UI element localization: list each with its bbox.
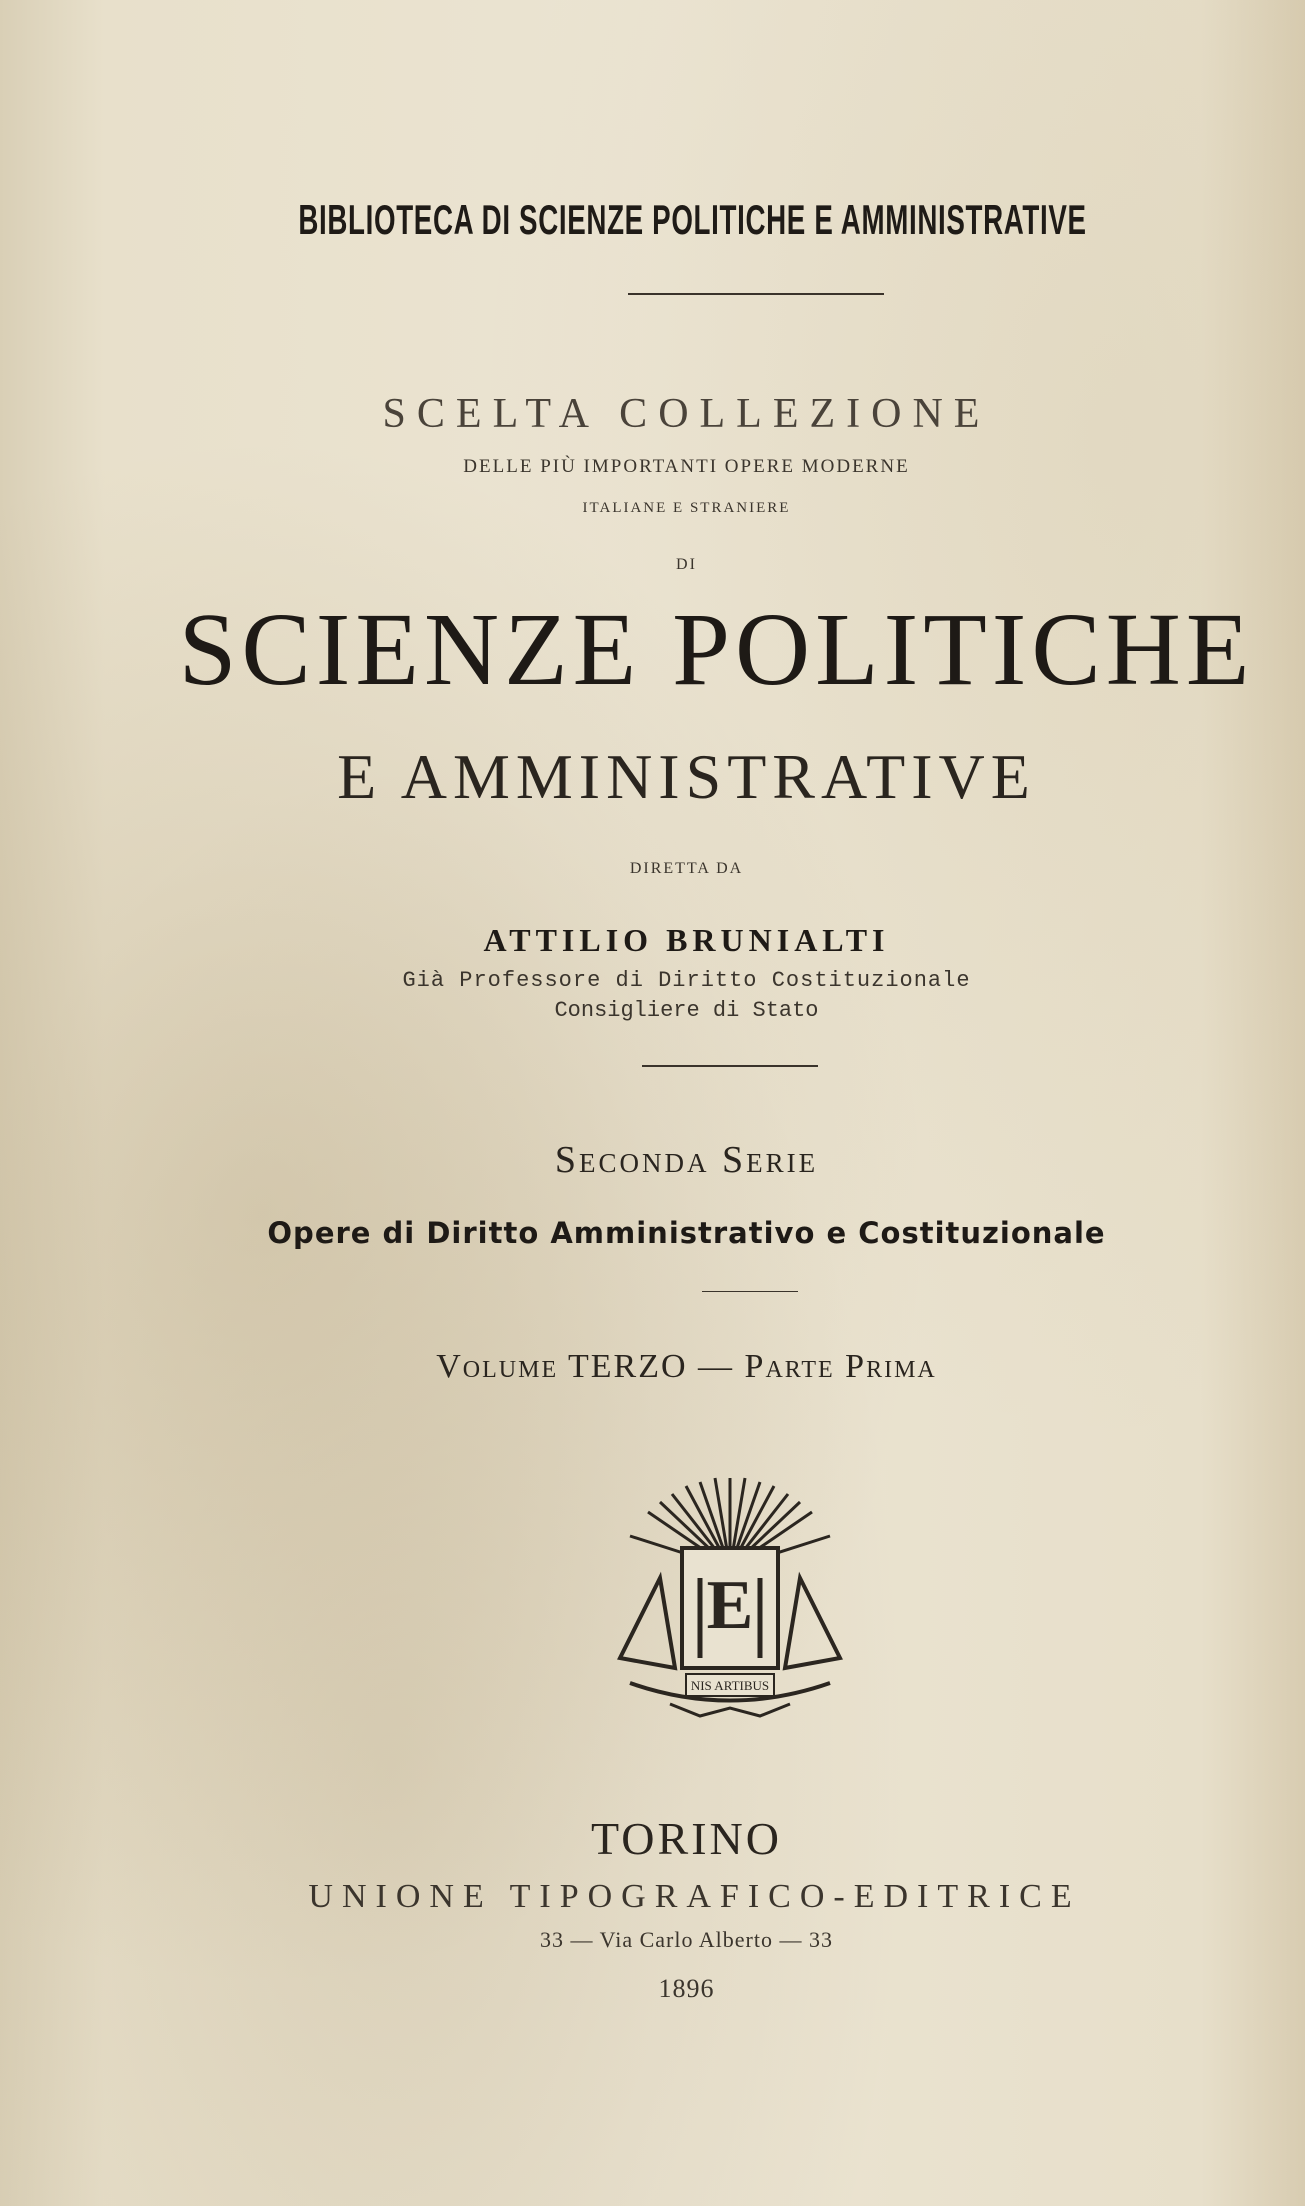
imprint-address: 33 — Via Carlo Alberto — 33	[540, 1927, 833, 1952]
imprint-year: 1896	[658, 1974, 715, 2003]
collection-title: SCELTA COLLEZIONE	[382, 391, 991, 437]
collection-line-2: DELLE PIÙ IMPORTANTI OPERE MODERNE	[463, 456, 910, 477]
editor-role-2: Consigliere di Stato	[554, 998, 819, 1023]
editor-role-1: Già Professore di Diritto Costituzionale	[402, 968, 971, 993]
series-name: Seconda Serie	[554, 1139, 819, 1181]
main-title: SCIENZE POLITICHE	[178, 592, 1255, 707]
ornamental-rule-top	[628, 293, 884, 295]
imprint-city: TORINO	[591, 1813, 782, 1864]
series-description: Opere di Diritto Amministrativo e Costituzionale	[267, 1216, 1106, 1250]
publisher-emblem-icon	[600, 1468, 860, 1728]
collection-line-3: ITALIANE E STRANIERE	[582, 500, 791, 516]
divider-rule	[702, 1291, 798, 1292]
collection-line-4: DI	[676, 556, 697, 573]
volume-info: Volume TERZO — Parte Prima	[436, 1348, 937, 1385]
ornamental-rule-middle	[642, 1065, 818, 1067]
library-title: BIBLIOTECA DI SCIENZE POLITICHE E AMMINISTRATIVE	[298, 196, 1087, 243]
editor-name: ATTILIO BRUNIALTI	[483, 922, 890, 958]
emblem-motto: NIS ARTIBUS	[690, 1678, 770, 1693]
editor-intro: DIRETTA DA	[629, 860, 744, 877]
svg-text:E: E	[706, 1567, 754, 1644]
subtitle: E AMMINISTRATIVE	[337, 741, 1036, 812]
imprint-publisher: UNIONE TIPOGRAFICO-EDITRICE	[308, 1878, 1081, 1915]
